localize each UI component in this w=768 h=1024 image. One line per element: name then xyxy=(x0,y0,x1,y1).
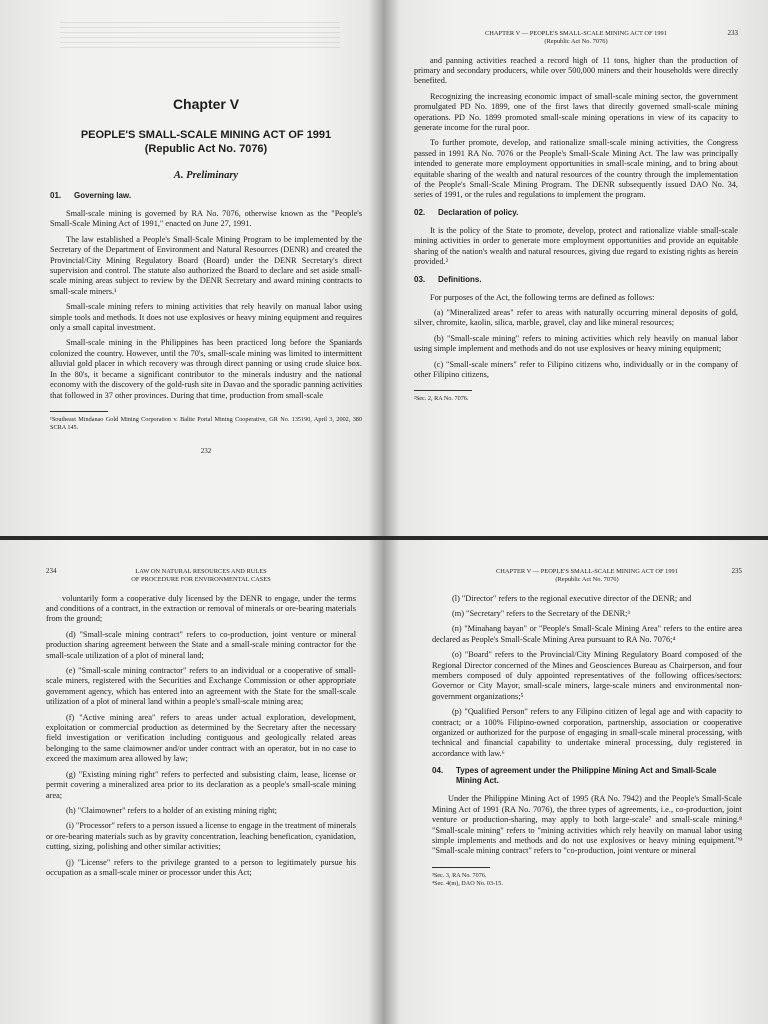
definition-item: (p) "Qualified Person" refers to any Filipino citizen of legal age and with capacity to contract; or a 100% Filipino-owned corporation, partnership, association or cooperative organized or authorized for the purpose of engaging in small-scale mineral processing, with technical and financial capability to undertake mineral processing, duly registered in accordance with law.⁶ xyxy=(432,707,742,758)
header-line-2: (Republic Act No. 7076) xyxy=(544,37,608,45)
paragraph: For purposes of the Act, the following terms are defined as follows: xyxy=(430,292,655,302)
definition-item: (l) "Director" refers to the regional executive director of the DENR; and xyxy=(452,593,692,603)
running-header xyxy=(46,568,356,584)
definition-item: (a) "Mineralized areas" refer to areas with naturally occurring mineral deposits of gold, silver, chromite, kaolin, silica, marble, gravel, clay and like mineral resources; xyxy=(414,307,738,328)
act-title-line-2: (Republic Act No. 7076) xyxy=(144,143,268,155)
paragraph: Under the Philippine Mining Act of 1995 (RA No. 7942) and the People's Small-Scale Mining Act of 1991 (RA No. 7076), the three types of agreements, i.e., co-production, joint venture or production-sharing, may apply to both large-scale⁷ and small-scale mining.⁸ "Small-scale mining" refers to "mining activities which rely heavily on manual labor using simple implements and methods and do not use explosives or heavy mining equipment."⁹ "Small-scale mining contract" refers to "co-production, joint venture or mineral xyxy=(432,794,742,856)
footnote: ⁴Sec. 4(m), DAO No. 03-15. xyxy=(432,879,503,887)
page-number: 234 xyxy=(46,567,57,575)
definition-item: (i) "Processor" refers to a person issued a license to engage in the treatment of minerals or ore-bearing materials such as by gravity concentration, leaching benefication, cyanidation, cutting, sizing, polishing and other similar activities; xyxy=(46,821,356,852)
section-title: Governing law. xyxy=(74,191,132,200)
header-line-1: CHAPTER V — PEOPLE'S SMALL-SCALE MINING ACT OF 1991 xyxy=(485,30,667,37)
section-03-heading xyxy=(414,275,738,285)
paragraph: Small-scale mining in the Philippines has been practiced long before the Spaniards colonized the country. However, until the 70's, small-scale mining was limited to intermittent alluvial gold placer in which recovery was through direct panning or using crude sluice box. In the 80's, it became a significant contributor to the minerals industry and the national economy with the discovery of the gold-rush site in Davao and the sporadic panning activities that followed in 37 other provinces. During that time, production from small-scale xyxy=(50,338,362,400)
definition-item: (d) "Small-scale mining contract" refers to co-production, joint venture or mineral production sharing agreement between the State and a small-scale mining contractor for the small-scale utilization of a plot of mineral land; xyxy=(46,629,356,660)
footnote-rule xyxy=(432,867,490,868)
paragraph: Recognizing the increasing economic impact of small-scale mining sector, the government promulgated PD No. 1899, one of the first laws that directly governed small-scale mining operations. PD No. 1899 promoted small-scale mining operations in view of its capacity to generate income for the rural poor. xyxy=(414,91,738,133)
definition-item: (f) "Active mining area" refers to areas under actual exploration, development, exploitation or commercial production as determined by the Secretary after the necessary field investigation or verification including contiguous and geologically related areas belonging to the same claimowner and/or under contract with an operator, but in no case to exceed the maximum area allowed by law; xyxy=(46,712,356,764)
definition-item: (j) "License" refers to the privilege granted to a person to legitimately pursue his occupation as a small-scale miner or processor under this Act; xyxy=(46,857,356,877)
footnote: ¹Southeast Mindanao Gold Mining Corporation v. Balite Portal Mining Cooperative, GR No. 135190, April 3, 2002, 380 SCRA 145. xyxy=(50,415,362,431)
paragraph: It is the policy of the State to promote, develop, protect and rationalize viable small-scale mining activities in order to generate more employment opportunities and provide an equitable sharing of the nation's wealth and natural resources, giving due regard to existing rights as herein provided.² xyxy=(414,225,738,267)
header-line-1: CHAPTER V — PEOPLE'S SMALL-SCALE MINING ACT OF 1991 xyxy=(496,568,678,575)
section-title: Definitions. xyxy=(438,274,482,284)
definition-item: (c) "Small-scale miners" refer to Filipino citizens who, individually or in the company of other Filipino citizens, xyxy=(414,359,738,379)
act-title-line-1: PEOPLE'S SMALL-SCALE MINING ACT OF 1991 xyxy=(80,129,332,141)
section-title: Types of agreement under the Philippine Mining Act and Small-Scale Mining Act. xyxy=(456,766,717,786)
page-number: 232 xyxy=(200,446,212,455)
footnote-rule xyxy=(414,390,472,391)
page-234 xyxy=(0,540,384,1024)
definition-item: (o) "Board" refers to the Provincial/City Mining Regulatory Board composed of the Regional Director concerned of the Mines and Geosciences Bureau as Chairperson, and four members composed of duly appointed representatives of the following offices/sectors: Governor or City Mayor, small-scale miners, large-scale miners and environmental non-government organizations;⁵ xyxy=(432,650,742,701)
running-header xyxy=(432,568,742,584)
section-a-heading: A. Preliminary xyxy=(173,170,239,181)
footnote-rule xyxy=(50,411,108,412)
definition-item: (n) "Minahang bayan" or "People's Small-Scale Mining Area" refers to the entire area declared as People's Small-Scale Mining Area pursuant to RA No. 7076;⁴ xyxy=(432,624,742,644)
section-number: 04. xyxy=(432,766,444,776)
definition-item: (g) "Existing mining right" refers to perfected and subsisting claim, lease, license or permit covering a mineralized area prior to its declaration as a people's small-scale mining area; xyxy=(46,769,356,800)
page-232 xyxy=(0,0,384,536)
chapter-heading: Chapter V xyxy=(172,96,240,112)
section-number: 03. xyxy=(414,274,426,284)
page-number: 235 xyxy=(731,567,742,575)
book-gutter-shadow xyxy=(384,0,400,536)
paragraph: Small-scale mining is governed by RA No. 7076, otherwise known as the "People's Small-Scale Mining Act of 1991," enacted on June 27, 1991. xyxy=(50,209,362,229)
page-number: 233 xyxy=(727,29,738,37)
paragraph: Small-scale mining refers to mining activities that rely heavily on manual labor using simple tools and methods. It does not use explosives or heavy mining equipment and requires only a small capital investment. xyxy=(50,302,362,333)
book-gutter-shadow xyxy=(368,540,384,1024)
footnote: ²Sec. 2, RA No. 7076. xyxy=(414,395,469,403)
act-title xyxy=(50,128,362,156)
footnote: ³Sec. 3, RA No. 7076. xyxy=(432,871,487,879)
running-header xyxy=(414,30,738,46)
paragraph: voluntarily form a cooperative duly licensed by the DENR to engage, under the terms and conditions of a contract, in the extraction or removal of minerals or ore-bearing materials from the ground; xyxy=(46,593,356,624)
bleed-through-text xyxy=(60,22,340,52)
section-01-heading xyxy=(50,191,362,201)
definition-item: (e) "Small-scale mining contractor" refers to an individual or a cooperative of small-scale miners, registered with the Securities and Exchange Commission or other appropriate government agency, which has entered into an agreement with the State for the small-scale utilization of a plot of mineral land within a people's small-scale mining area; xyxy=(46,666,356,707)
section-04-heading xyxy=(432,766,742,786)
header-line-2: OF PROCEDURE FOR ENVIRONMENTAL CASES xyxy=(131,575,271,583)
header-line-1: LAW ON NATURAL RESOURCES AND RULES xyxy=(135,568,267,575)
section-title: Declaration of policy. xyxy=(438,207,519,217)
page-235 xyxy=(384,540,768,1024)
definition-item: (h) "Claimowner" refers to a holder of an existing mining right; xyxy=(66,805,277,815)
section-02-heading xyxy=(414,208,738,218)
definition-item: (m) "Secretary" refers to the Secretary of the DENR;³ xyxy=(452,609,630,618)
definition-item: (b) "Small-scale mining" refers to mining activities which rely heavily on manual labor using simple implement and methods and do not use explosives or heavy mining equipment; xyxy=(414,333,738,354)
book-gutter-shadow xyxy=(384,540,400,1024)
book-gutter-shadow xyxy=(368,0,384,536)
section-number: 01. xyxy=(50,191,62,200)
paragraph: and panning activities reached a record high of 11 tons, higher than the production of primary and secondary producers, while over 500,000 miners and their households were directly benefited. xyxy=(414,55,738,86)
header-line-2: (Republic Act No. 7076) xyxy=(555,575,619,583)
paragraph: The law established a People's Small-Scale Mining Program to be implemented by the Secretary of the Department of Environment and Natural Resources (DENR) and created the Provincial/City Mining Regulatory Board (Board) under the DENR Secretary's direct supervision and control. The statute also authorized the Board to declare and set aside small-scale mining areas subject to review by the DENR Secretary and award mining contracts to small-scale miners.¹ xyxy=(50,234,362,296)
section-number: 02. xyxy=(414,207,426,217)
page-233 xyxy=(384,0,768,536)
paragraph: To further promote, develop, and rationalize small-scale mining activities, the Congress passed in 1991 RA No. 7076 or the People's Small-Scale Mining Act. The law was principally intended to generate more employment opportunities in small-scale mining, and to bring about equitable sharing of the wealth and natural resources of the country through the implementation of the People's Small-Scale Mining Program. The DENR subsequently issued DAO No. 34, series of 1991, or the rules and regulations to implement the program. xyxy=(414,138,738,200)
